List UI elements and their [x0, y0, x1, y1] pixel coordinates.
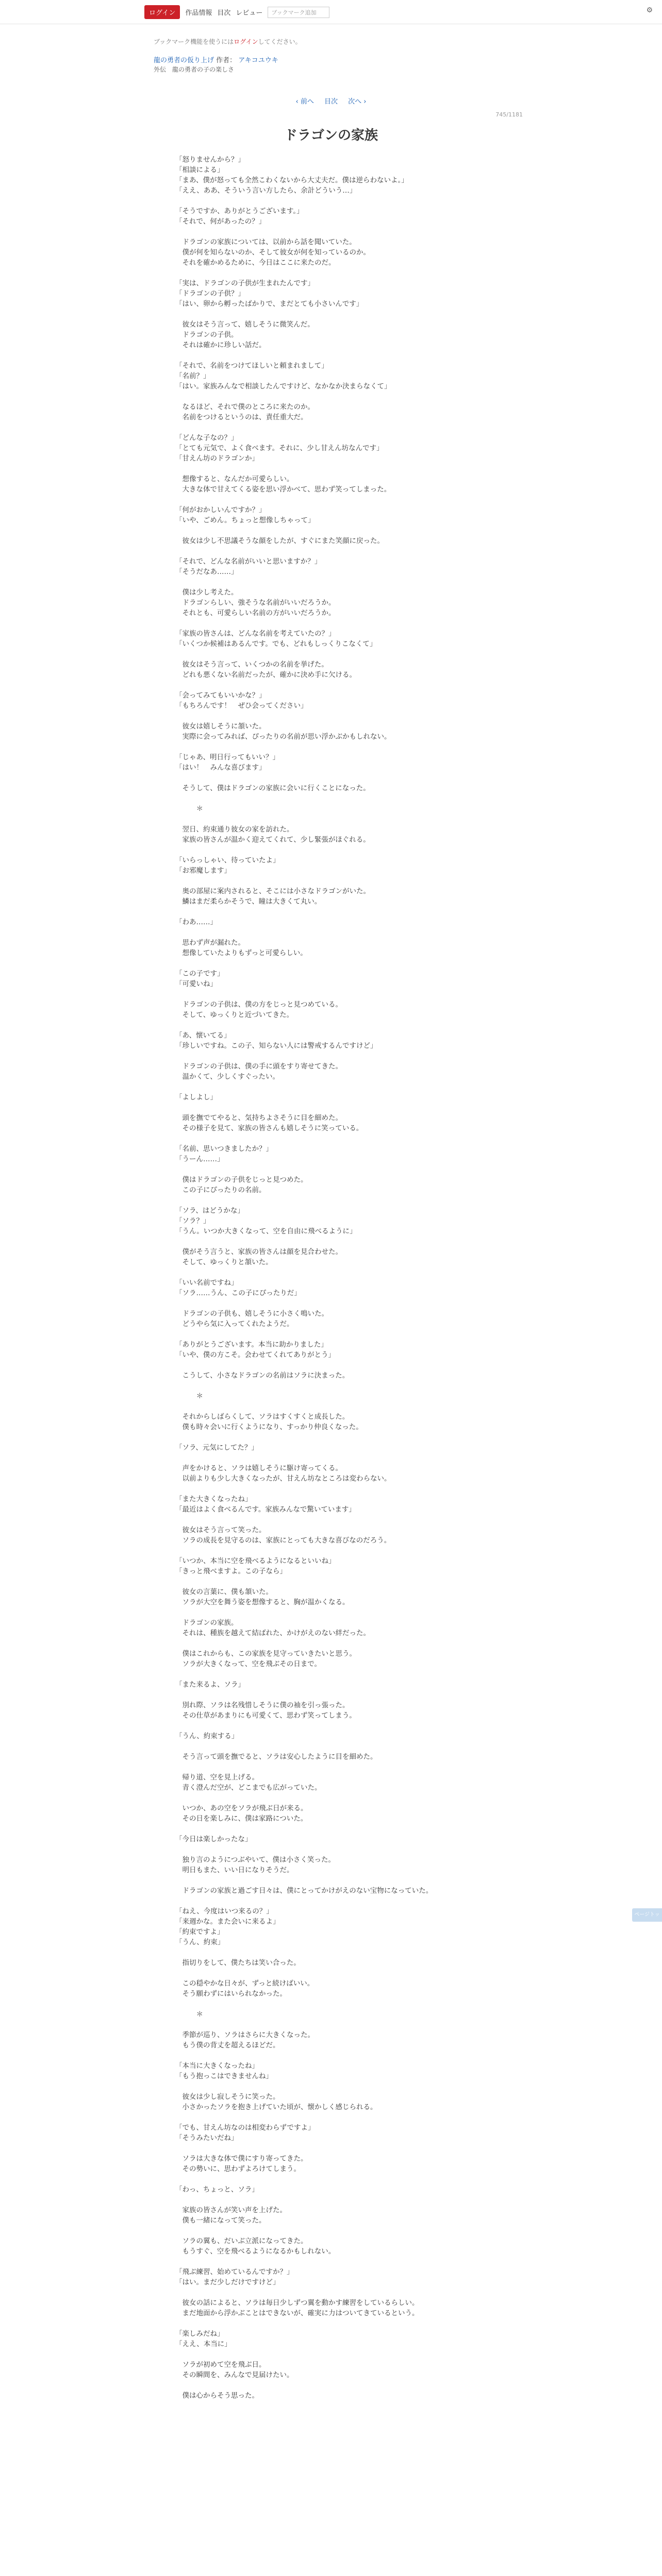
series-title-link[interactable]: 龍の勇者の仮り上げ — [154, 57, 214, 64]
login-button[interactable]: ログイン — [144, 5, 180, 19]
login-notice-link[interactable]: ログイン — [234, 38, 258, 45]
login-notice-before: ブックマーク機能を使うには — [154, 38, 234, 45]
prev-link[interactable]: ‹ 前へ — [295, 98, 314, 106]
login-notice-after: してください。 — [258, 38, 302, 45]
episode-title: ドラゴンの家族 — [284, 128, 378, 143]
author-label: 作者： — [216, 57, 237, 64]
pager-top — [0, 96, 662, 106]
toc-link[interactable]: 目次 — [324, 98, 338, 106]
page-top-button[interactable]: ページトップへ — [632, 1908, 662, 1922]
gear-icon[interactable]: ⚙ — [646, 6, 653, 14]
next-link[interactable]: 次へ › — [348, 98, 367, 106]
episode-number: 745/1181 — [495, 111, 523, 118]
author-link[interactable]: アキコユウキ — [238, 57, 278, 64]
top-bar-inner — [144, 5, 329, 19]
top-bar — [0, 0, 662, 24]
episode-body: 「怒りませんから？」 「相談による」 「まあ、僕が怒っても全然こわくないから大丈夫だ。僕は逆らわないよ。」 「ええ、ああ、そういう言い方したら、余計どういう…」 「そうですか、ありがとうございます。」 「それで、何があったの？」 ドラゴンの家族については、以前から話を聞いていた。 僕が何を知らないのか、そして彼女が何を知っているのか。 それを確かめるために、今日はここに来たのだ。 「実は、ドラゴンの子供が生まれたんです」 「ドラゴンの子供？」 「はい、卵から孵ったばかりで、まだとても小さいんです」 彼女はそう言って、嬉しそうに微笑んだ。 ドラゴンの子供。 それは確かに珍しい話だ。 「それで、名前をつけてほしいと頼まれまして」 「名前？」 「はい。家族みんなで相談したんですけど、なかなか決まらなくて」 なるほど、それで僕のところに来たのか。 名前をつけるというのは、責任重大だ。 「どんな子なの？」 「とても元気で、よく食べます。それに、少し甘えん坊なんです」 「甘えん坊のドラゴンか」 想像すると、なんだか可愛らしい。 大きな体で甘えてくる姿を思い浮かべて、思わず笑ってしまった。 「何がおかしいんですか？」 「いや、ごめん。ちょっと想像しちゃって」 彼女は少し不思議そうな顔をしたが、すぐにまた笑顔に戻った。 「それで、どんな名前がいいと思いますか？」 「そうだなあ……」 僕は少し考えた。 ドラゴンらしい、強そうな名前がいいだろうか。 それとも、可愛らしい名前の方がいいだろうか。 「家族の皆さんは、どんな名前を考えていたの？」 「いくつか候補はあるんです。でも、どれもしっくりこなくて」 彼女はそう言って、いくつかの名前を挙げた。 どれも悪くない名前だったが、確かに決め手に欠ける。 「会ってみてもいいかな？」 「もちろんです！ ぜひ会ってください」 彼女は嬉しそうに頷いた。 実際に会ってみれば、ぴったりの名前が思い浮かぶかもしれない。 「じゃあ、明日行ってもいい？」 「はい！ みんな喜びます」 そうして、僕はドラゴンの家族に会いに行くことになった。 ＊ 翌日、約束通り彼女の家を訪れた。 家族の皆さんが温かく迎えてくれて、少し緊張がほぐれる。 「いらっしゃい、待っていたよ」 「お邪魔します」 奥の部屋に案内されると、そこには小さなドラゴンがいた。 鱗はまだ柔らかそうで、瞳は大きくて丸い。 「わあ……」 思わず声が漏れた。 想像していたよりもずっと可愛らしい。 「この子です」 「可愛いね」 ドラゴンの子供は、僕の方をじっと見つめている。 そして、ゆっくりと近づいてきた。 「あ、懐いてる」 「珍しいですね。この子、知らない人には警戒するんですけど」 ドラゴンの子供は、僕の手に頭をすり寄せてきた。 温かくて、少しくすぐったい。 「よしよし」 頭を撫でてやると、気持ちよさそうに目を細めた。 その様子を見て、家族の皆さんも嬉しそうに笑っている。 「名前、思いつきましたか？」 「うーん……」 僕はドラゴンの子供をじっと見つめた。 この子にぴったりの名前。 「ソラ、はどうかな」 「ソラ？」 「うん。いつか大きくなって、空を自由に飛べるように」 僕がそう言うと、家族の皆さんは顔を見合わせた。 そして、ゆっくりと頷いた。 「いい名前ですね」 「ソラ……うん、この子にぴったりだ」 ドラゴンの子供も、嬉しそうに小さく鳴いた。 どうやら気に入ってくれたようだ。 「ありがとうございます。本当に助かりました」 「いや、僕の方こそ。会わせてくれてありがとう」 こうして、小さなドラゴンの名前はソラに決まった。 ＊ それからしばらくして、ソラはすくすくと成長した。 僕も時々会いに行くようになり、すっかり仲良くなった。 「ソラ、元気にしてた？」 声をかけると、ソラは嬉しそうに駆け寄ってくる。 以前よりも少し大きくなったが、甘えん坊なところは変わらない。 「また大きくなったね」 「最近はよく食べるんです。家族みんなで驚いています」 彼女はそう言って笑った。 ソラの成長を見守るのは、家族にとっても大きな喜びなのだろう。 「いつか、本当に空を飛べるようになるといいね」 「きっと飛べますよ。この子なら」 彼女の言葉に、僕も頷いた。 ソラが大空を舞う姿を想像すると、胸が温かくなる。 ドラゴンの家族。 それは、種族を越えて結ばれた、かけがえのない絆だった。 僕はこれからも、この家族を見守っていきたいと思う。 ソラが大きくなって、空を飛ぶその日まで。 「また来るよ、ソラ」 別れ際、ソラは名残惜しそうに僕の袖を引っ張った。 その仕草があまりにも可愛くて、思わず笑ってしまう。 「うん、約束する」 そう言って頭を撫でると、ソラは安心したように目を細めた。 帰り道、空を見上げる。 青く澄んだ空が、どこまでも広がっていた。 いつか、あの空をソラが飛ぶ日が来る。 その日を楽しみに、僕は家路についた。 「今日は楽しかったな」 独り言のようにつぶやいて、僕は小さく笑った。 明日もまた、いい日になりそうだ。 ドラゴンの家族と過ごす日々は、僕にとってかけがえのない宝物になっていた。 「ねえ、今度はいつ来るの？」 「来週かな。また会いに来るよ」 「約束ですよ」 「うん、約束」 指切りをして、僕たちは笑い合った。 この穏やかな日々が、ずっと続けばいい。 そう願わずにはいられなかった。 ＊ 季節が巡り、ソラはさらに大きくなった。 もう僕の背丈を超えるほどだ。 「本当に大きくなったね」 「もう抱っこはできませんね」 彼女は少し寂しそうに笑った。 小さかったソラを抱き上げていた頃が、懐かしく感じられる。 「でも、甘えん坊なのは相変わらずですよ」 「そうみたいだね」 ソラは大きな体で僕にすり寄ってきた。 その勢いに、思わずよろけてしまう。 「わっ、ちょっと、ソラ」 家族の皆さんが笑い声を上げた。 僕も一緒になって笑った。 ソラの翼も、だいぶ立派になってきた。 もうすぐ、空を飛べるようになるかもしれない。 「飛ぶ練習、始めているんですか？」 「はい。まだ少しだけですけど」 彼女の話によると、ソラは毎日少しずつ翼を動かす練習をしているらしい。 まだ地面から浮かぶことはできないが、確実に力はついてきているという。 「楽しみだね」 「ええ、本当に」 ソラが初めて空を飛ぶ日。 その瞬間を、みんなで見届けたい。 僕は心からそう思った。 — [175, 156, 433, 2400]
nav-item-toc[interactable]: 目次 — [217, 9, 231, 17]
series-subtitle: 外伝 龍の勇者の子の楽しさ — [154, 66, 235, 73]
login-notice — [154, 37, 302, 46]
nav-item-review[interactable]: レビュー — [236, 9, 263, 17]
bookmark-add-field[interactable]: ブックマーク追加 — [268, 7, 329, 18]
series-info — [154, 55, 278, 64]
nav-item-info[interactable]: 作品情報 — [185, 9, 212, 17]
